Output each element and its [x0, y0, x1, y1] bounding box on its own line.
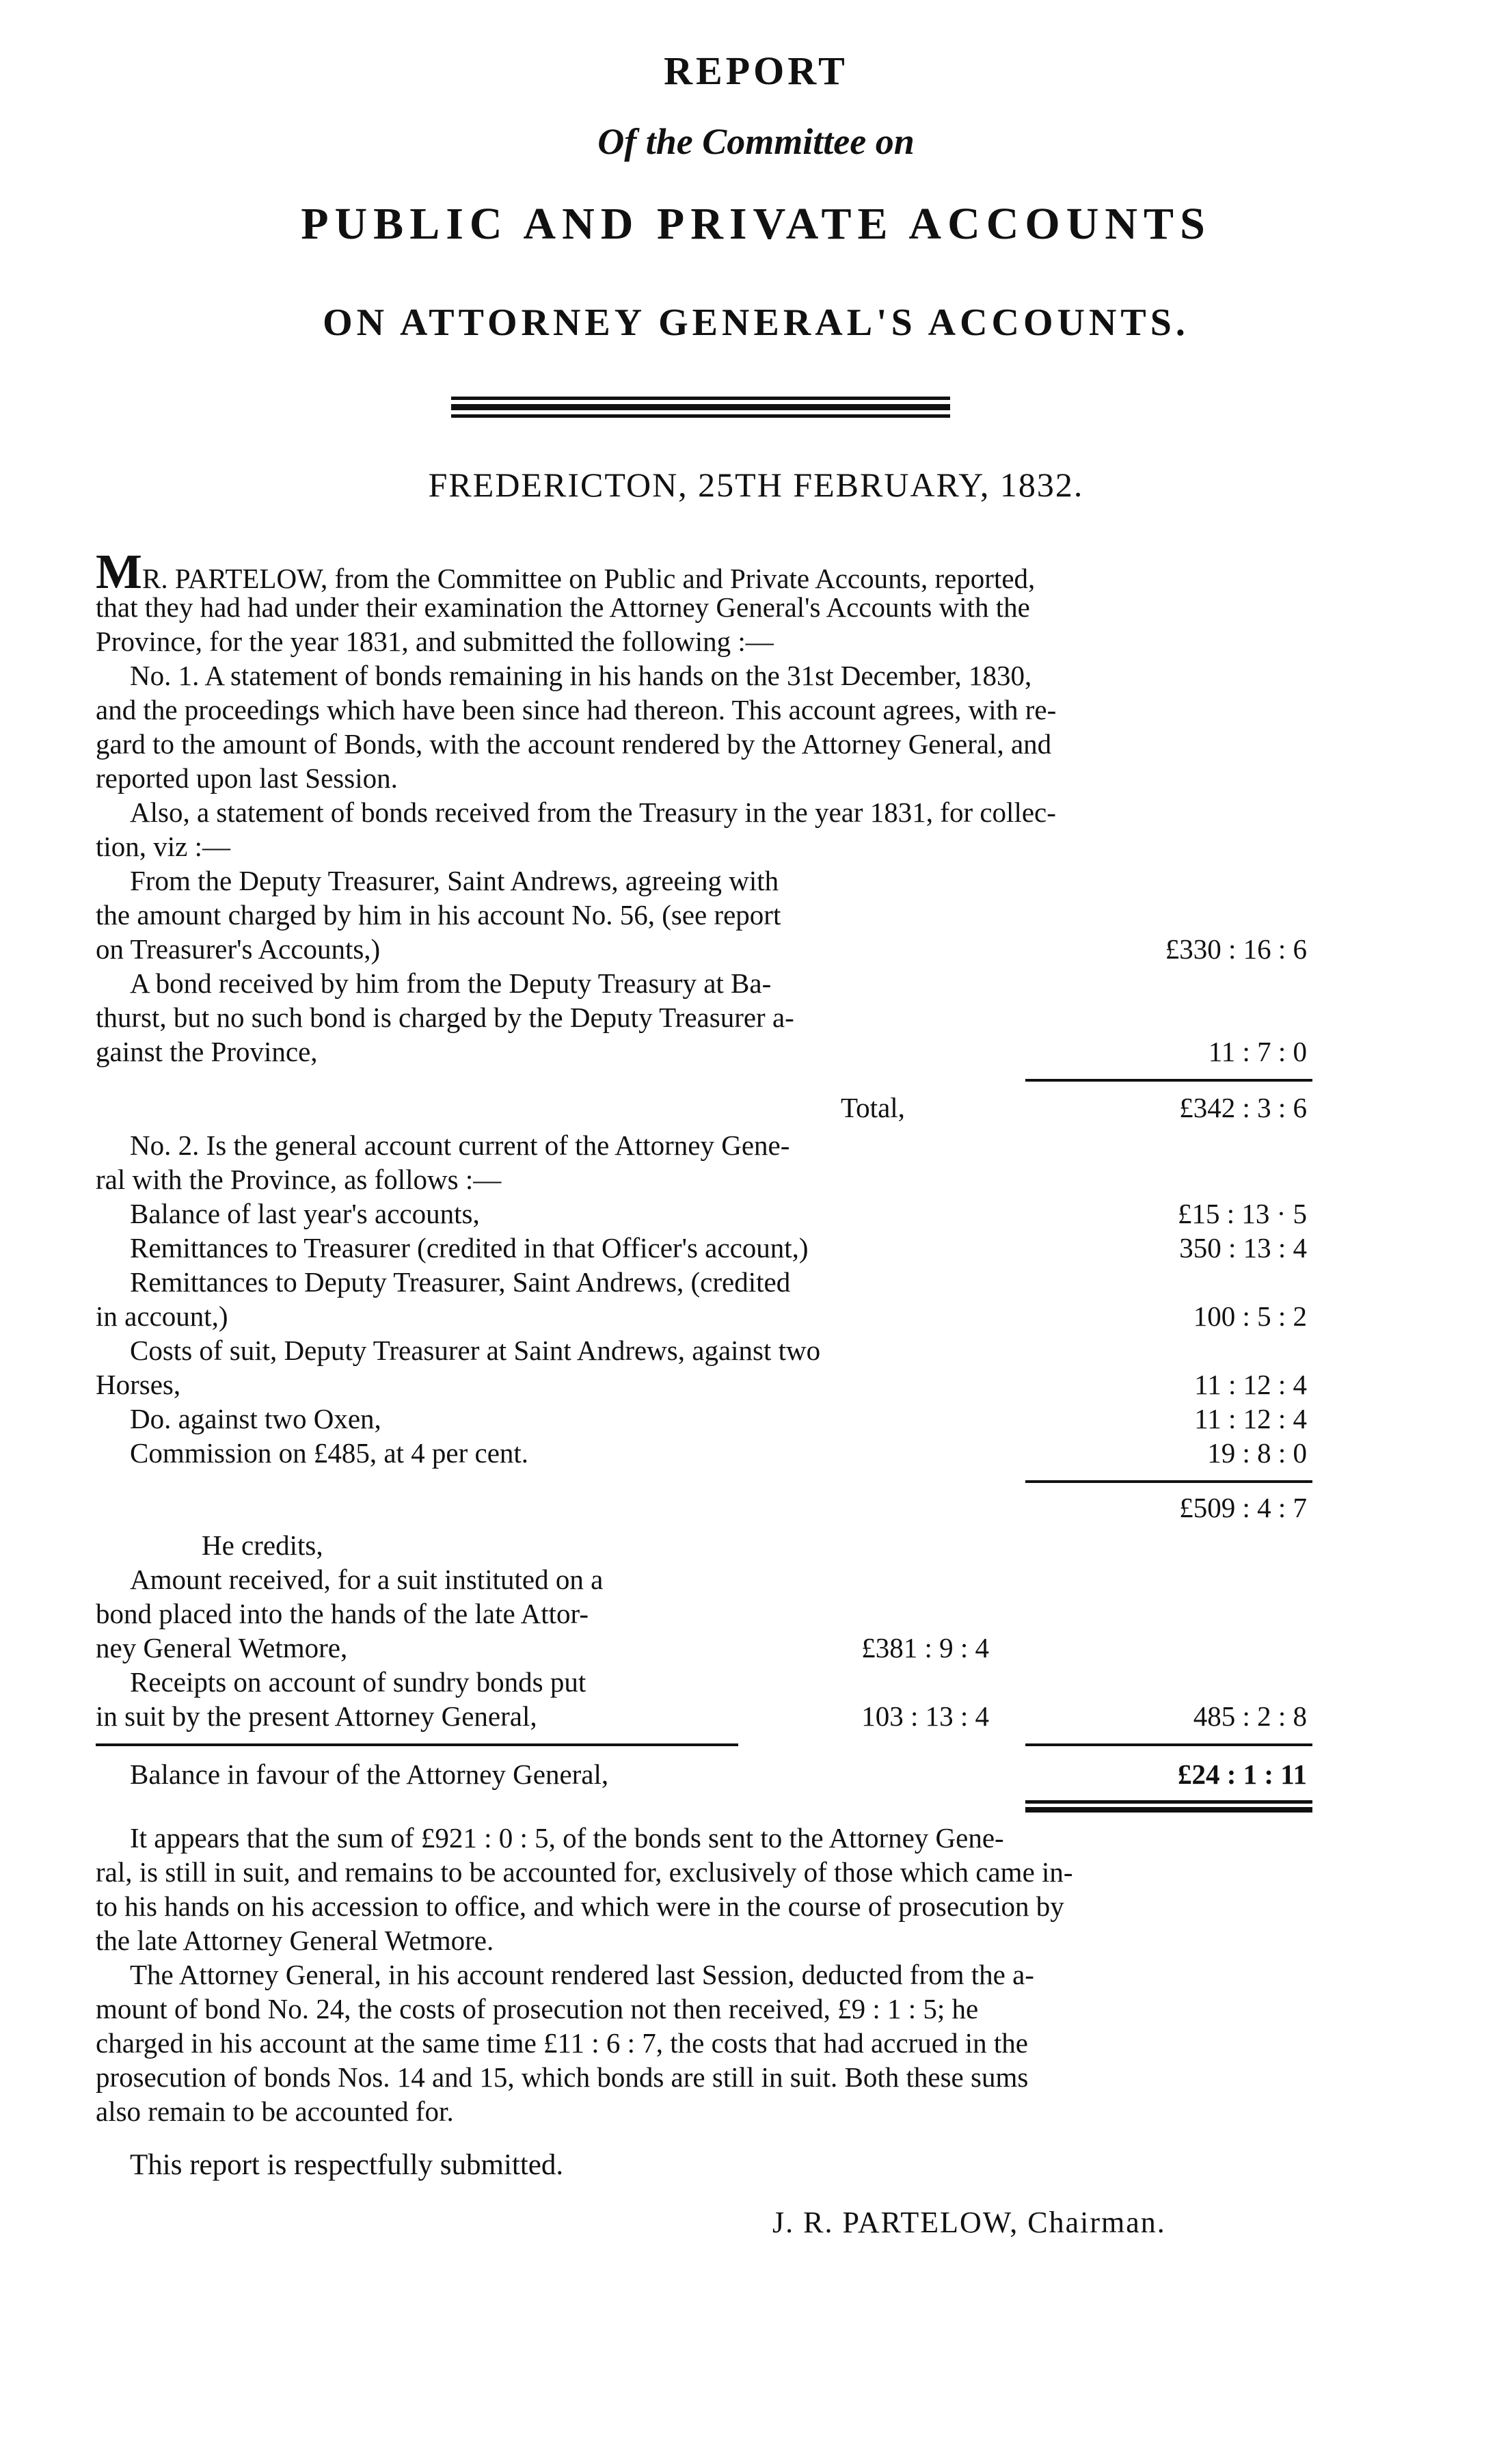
account-amount-5: 11 : 12 : 4: [1194, 1403, 1307, 1434]
no1-total: £342 : 3 : 6: [1179, 1092, 1307, 1123]
credit-2-amount: 103 : 13 : 4: [861, 1700, 989, 1732]
para2-line-5: also remain to be accounted for.: [96, 2096, 454, 2127]
intro-line-1: MR. PARTELOW, from the Committee on Public and Private Accounts, reported,: [96, 544, 1036, 599]
account-row-1: Balance of last year's accounts,: [130, 1198, 480, 1229]
report-topic: ON ATTORNEY GENERAL'S ACCOUNTS.: [323, 302, 1189, 344]
no1-line-5: Also, a statement of bonds received from the Treasury in the year 1831, for collec-: [130, 797, 1056, 828]
subtotal-rule: [1025, 1480, 1312, 1483]
account-amount-6: 19 : 8 : 0: [1207, 1437, 1307, 1469]
credits-total: 485 : 2 : 8: [1193, 1700, 1307, 1732]
credits-rule-right: [1025, 1743, 1312, 1746]
committee-name: PUBLIC AND PRIVATE ACCOUNTS: [301, 199, 1211, 249]
no1-line-9: on Treasurer's Accounts,): [96, 933, 381, 965]
no1-amount-2: 11 : 7 : 0: [1208, 1036, 1307, 1067]
no1-line-2: and the proceedings which have been since had thereon. This account agrees, with re-: [96, 694, 1057, 725]
para2-line-3: charged in his account at the same time £11 : 6 : 7, the costs that had accrued in the: [96, 2027, 1028, 2059]
para2-line-2: mount of bond No. 24, the costs of prosecution not then received, £9 : 1 : 5; he: [96, 1993, 979, 2024]
account-amount-3: 100 : 5 : 2: [1193, 1300, 1307, 1332]
no1-line-8: the amount charged by him in his account No. 56, (see report: [96, 899, 781, 931]
account-row-3b: in account,): [96, 1300, 228, 1332]
no1-line-12: gainst the Province,: [96, 1036, 318, 1067]
total-label: Total,: [841, 1092, 905, 1123]
credit-1-line-b: bond placed into the hands of the late Attor-: [96, 1598, 589, 1629]
no2-subtotal: £509 : 4 : 7: [1179, 1492, 1307, 1523]
balance-rule-1: [1025, 1800, 1312, 1804]
para1-line-3: to his hands on his accession to office, and which were in the course of prosecution by: [96, 1890, 1064, 1922]
drop-cap: M: [96, 544, 142, 599]
heading-rule: [451, 397, 950, 422]
dateline: FREDERICTON, 25TH FEBRUARY, 1832.: [428, 466, 1084, 504]
credits-heading: He credits,: [202, 1529, 323, 1561]
para1-line-2: ral, is still in suit, and remains to be accounted for, exclusively of those which came in-: [96, 1856, 1073, 1888]
balance-label: Balance in favour of the Attorney General,: [130, 1759, 609, 1790]
account-row-5: Do. against two Oxen,: [130, 1403, 381, 1434]
no1-line-6: tion, viz :—: [96, 831, 231, 862]
account-row-6: Commission on £485, at 4 per cent.: [130, 1437, 529, 1469]
account-row-4a: Costs of suit, Deputy Treasurer at Saint Andrews, against two: [130, 1335, 821, 1366]
no1-amount-1: £330 : 16 : 6: [1165, 933, 1307, 965]
account-row-4b: Horses,: [96, 1369, 181, 1400]
no1-line-7: From the Deputy Treasurer, Saint Andrews, agreeing with: [130, 865, 779, 896]
account-amount-2: 350 : 13 : 4: [1179, 1232, 1307, 1263]
report-title: REPORT: [664, 49, 848, 93]
account-amount-1: £15 : 13 · 5: [1177, 1198, 1307, 1229]
para2-line-4: prosecution of bonds Nos. 14 and 15, which bonds are still in suit. Both these sums: [96, 2061, 1029, 2093]
no2-line-1: No. 2. Is the general account current of the Attorney Gene-: [130, 1129, 790, 1161]
no1-line-1: No. 1. A statement of bonds remaining in his hands on the 31st December, 1830,: [130, 660, 1032, 691]
credit-1-line-a: Amount received, for a suit instituted on a: [130, 1564, 604, 1595]
report-subtitle: Of the Committee on: [597, 121, 915, 162]
no2-line-2: ral with the Province, as follows :—: [96, 1164, 502, 1195]
account-row-3a: Remittances to Deputy Treasurer, Saint Andrews, (credited: [130, 1266, 791, 1298]
credit-2-line-b: in suit by the present Attorney General,: [96, 1700, 537, 1732]
no1-line-10: A bond received by him from the Deputy Treasury at Ba-: [130, 967, 772, 999]
para2-line-1: The Attorney General, in his account rendered last Session, deducted from the a-: [130, 1959, 1034, 1990]
no1-line-11: thurst, but no such bond is charged by the Deputy Treasurer a-: [96, 1002, 794, 1033]
credit-1-line-c: ney General Wetmore,: [96, 1632, 348, 1663]
credit-1-amount: £381 : 9 : 4: [861, 1632, 989, 1663]
credit-2-line-a: Receipts on account of sundry bonds put: [130, 1666, 586, 1698]
para1-line-4: the late Attorney General Wetmore.: [96, 1925, 494, 1956]
balance-rule-2: [1025, 1807, 1312, 1813]
no1-line-4: reported upon last Session.: [96, 762, 398, 794]
account-amount-4: 11 : 12 : 4: [1194, 1369, 1307, 1400]
balance-amount: £24 : 1 : 11: [1177, 1759, 1307, 1790]
account-row-2: Remittances to Treasurer (credited in that Officer's account,): [130, 1232, 809, 1263]
submission-note: This report is respectfully submitted.: [130, 2149, 564, 2181]
no1-line-3: gard to the amount of Bonds, with the account rendered by the Attorney General, and: [96, 728, 1052, 760]
intro-line-2: that they had had under their examination the Attorney General's Accounts with the: [96, 591, 1030, 623]
credits-rule-left: [96, 1743, 738, 1746]
signature: J. R. PARTELOW, Chairman.: [772, 2206, 1166, 2239]
intro-line-3: Province, for the year 1831, and submitted the following :—: [96, 626, 774, 657]
para1-line-1: It appears that the sum of £921 : 0 : 5, of the bonds sent to the Attorney Gene-: [130, 1822, 1004, 1854]
total-rule: [1025, 1079, 1312, 1082]
